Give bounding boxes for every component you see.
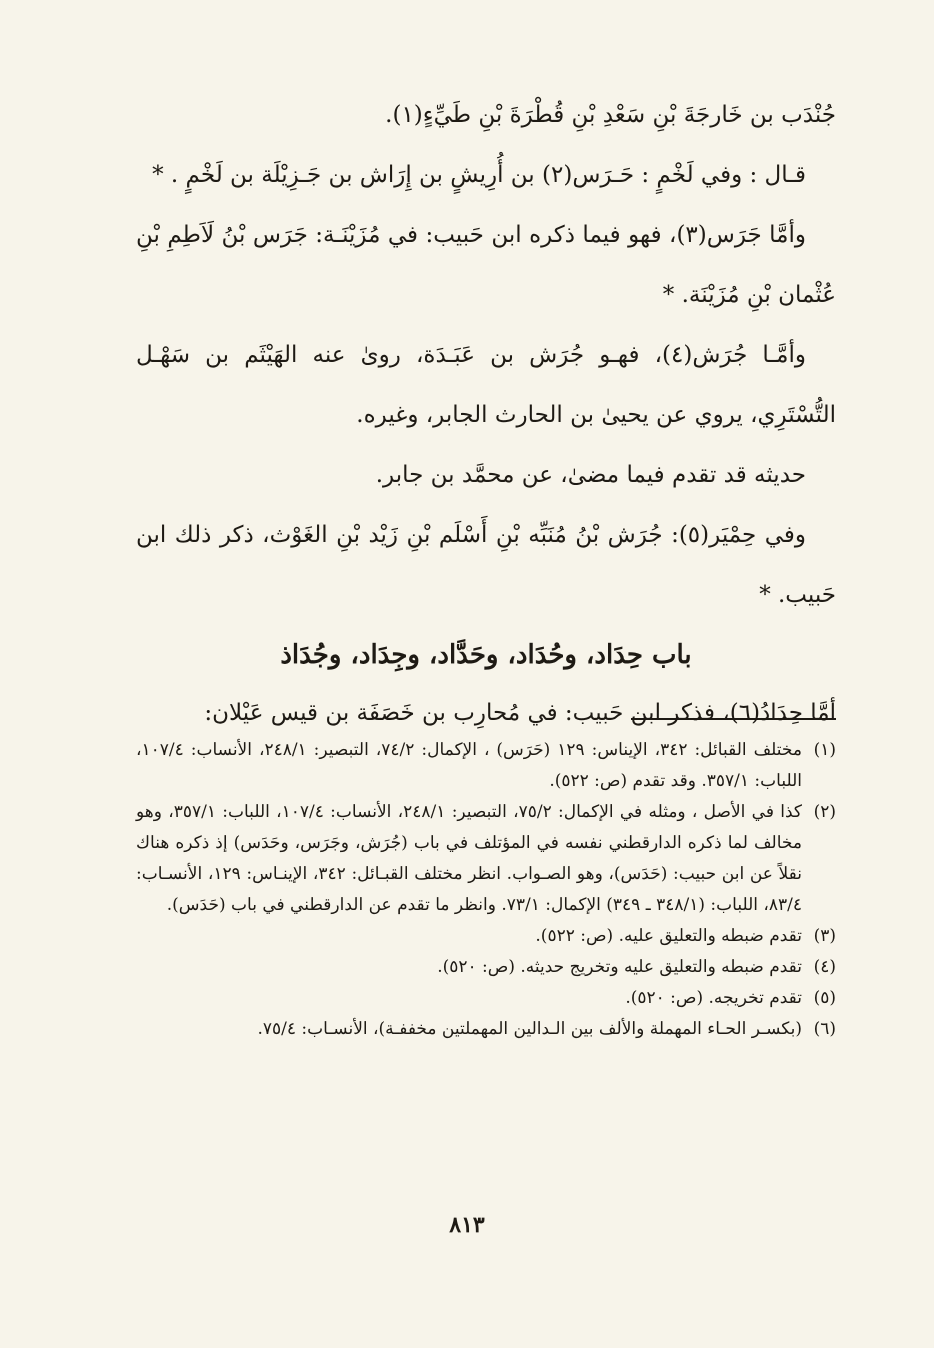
footnote bbox=[136, 952, 836, 983]
paragraph-6: وفي حِمْيَر(٥): جُرَش بْنُ مُنَبِّه بْنِ أَسْلَم بْنِ زَيْد بْنِ الغَوْث، ذكر ذلك ابن حَبيب. * bbox=[136, 522, 836, 608]
footnote bbox=[136, 1014, 836, 1045]
footnote-divider bbox=[631, 718, 836, 720]
footnotes bbox=[136, 735, 836, 1045]
footnote-text: (بكسـر الحـاء المهملة والألف بين الـدالين المهملتين مخففـة)، الأنسـاب: ٧٥/٤. bbox=[257, 1019, 802, 1039]
footnote-number: (٥) bbox=[813, 988, 836, 1008]
paragraph-4: وأمَّـا جُرَش(٤)، فهـو جُرَش بن عَبَـدَة، روىٰ عنه الهَيْثَم بن سَهْـل التُّسْتَرِي، يروي عن يحيىٰ بن الحارث الجابر، وغيره. bbox=[136, 342, 836, 428]
footnote-text: تقدم ضبطه والتعليق عليه. (ص: ٥٢٢). bbox=[535, 926, 802, 946]
footnote bbox=[136, 921, 836, 952]
paragraph-3: وأمَّا جَرَس(٣)، فهو فيما ذكره ابن حَبيب: في مُزَيْنَـة: جَرَس بْنُ لَاَطِمِ بْنِ عُثْمان بْنِ مُزَيْنَة. * bbox=[136, 222, 836, 308]
footnote bbox=[136, 735, 836, 797]
footnote-number: (٤) bbox=[813, 957, 836, 977]
footnote-text: كذا في الأصل ، ومثله في الإكمال: ٧٥/٢، التبصير: ٢٤٨/١، الأنساب: ١٠٧/٤، اللباب: ٣٥٧/١، وهو مخالف لما ذكره الدارقطني نفسه في المؤتلف في باب (جُرَش، وجَرَس، وحَدَس) إذ ذكره هناك نقلاً عن ابن حبيب: (حَدَس)، وهو الصـواب. انظر مختلف القبـائل: ٣٤٢، الإينـاس: ١٢٩، الأنسـاب: ٨٣/٤، اللباب: (٣٤٨/١ ـ ٣٤٩) الإكمال: ٧٣/١. وانظر ما تقدم عن الدارقطني في باب (حَدَس). bbox=[136, 802, 803, 915]
footnote-number: (١) bbox=[813, 740, 836, 760]
footnote-text: تقدم ضبطه والتعليق عليه وتخريج حديثه. (ص: ٥٢٠). bbox=[437, 957, 802, 977]
footnote-number: (٦) bbox=[813, 1019, 836, 1039]
footnote-number: (٢) bbox=[813, 802, 836, 822]
footnote bbox=[136, 983, 836, 1014]
paragraph-after-heading: أمَّا حِدَادُ(٦)، فذكر ابن حَبيب: في مُحارِب بن خَصَفَة بن قيس عَيْلان: bbox=[204, 700, 836, 726]
footnote-number: (٣) bbox=[813, 926, 836, 946]
paragraph-1: جُنْدَب بن خَارجَةَ بْنِ سَعْدِ بْنِ قُطْرَةَ بْنِ طَيِّءٍ(١). bbox=[385, 102, 836, 128]
section-heading: باب حِدَاد، وحُدَاد، وحَدَّاد، وجِدَاد، وجُدَاذ bbox=[280, 640, 692, 670]
main-text bbox=[136, 85, 836, 743]
page-number: ٨١٣ bbox=[449, 1212, 485, 1238]
paragraph-5: حديثه قد تقدم فيما مضىٰ، عن محمَّد بن جابر. bbox=[375, 462, 806, 488]
footnote-text: تقدم تخريجه. (ص: ٥٢٠). bbox=[625, 988, 802, 1008]
footnote bbox=[136, 797, 836, 921]
paragraph-2: قـال : وفي لَخْمٍ : حَـرَس(٢) بن أُرِيشٍ بن إِرَاش بن جَـزِيْلَة بن لَخْمٍ . * bbox=[152, 162, 806, 188]
footnote-text: مختلف القبائل: ٣٤٢، الإيناس: ١٢٩ (حَرَس) ، الإكمال: ٧٤/٢، التبصير: ٢٤٨/١، الأنساب: ١٠٧/٤، اللباب: ٣٥٧/١. وقد تقدم (ص: ٥٢٢). bbox=[136, 740, 803, 791]
